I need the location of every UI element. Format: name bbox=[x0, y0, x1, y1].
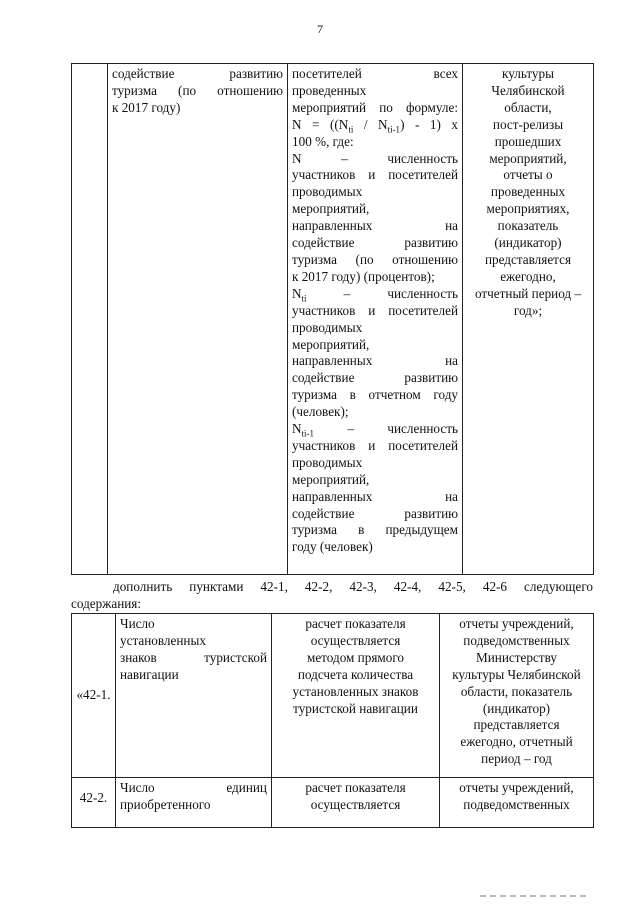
text-line: год»; bbox=[513, 302, 543, 318]
text-line: к 2017 году) bbox=[112, 99, 181, 115]
text-line: Челябинской bbox=[491, 82, 565, 98]
text-line: подведомственных bbox=[463, 796, 570, 812]
indicator-table-continued bbox=[71, 63, 594, 575]
text-line: туризма (по отношению bbox=[112, 82, 283, 98]
formula-line: туризма (по отношению bbox=[292, 251, 458, 267]
table-row bbox=[72, 614, 594, 778]
table-row bbox=[72, 778, 594, 828]
data-source bbox=[440, 778, 594, 828]
formula-line: (человек); bbox=[292, 404, 349, 420]
text-line: расчет показателя bbox=[305, 780, 406, 795]
text-line: культуры Челябинской bbox=[452, 666, 581, 682]
text-line: представляется bbox=[484, 251, 572, 267]
indicator-name bbox=[116, 614, 272, 778]
text-line: отчеты учреждений, bbox=[459, 616, 574, 631]
text-line: области, bbox=[504, 99, 552, 115]
formula-line: проведенных bbox=[292, 82, 367, 98]
text-line: представляется bbox=[473, 717, 560, 733]
formula-line: туризма в предыдущем bbox=[292, 522, 458, 538]
table1-indicator-name bbox=[108, 64, 288, 575]
row-number: 42-2. bbox=[72, 778, 116, 828]
text-line: установленных bbox=[120, 632, 206, 648]
formula-line: участников и посетителей bbox=[292, 437, 458, 453]
text-line: (индикатор) bbox=[482, 700, 551, 716]
formula-line: мероприятий, bbox=[292, 201, 370, 217]
formula-line: посетителей всех bbox=[292, 66, 458, 81]
formula-line: $N_{ti}$ – численность bbox=[292, 285, 458, 304]
text-line: отчетный период – bbox=[474, 285, 582, 301]
text-line: отчеты учреждений, bbox=[459, 780, 574, 795]
new-indicators-table bbox=[71, 613, 594, 828]
text-line: ежегодно, bbox=[500, 268, 556, 284]
text-line: культуры bbox=[502, 66, 554, 81]
text-line: установленных знаков bbox=[292, 683, 419, 699]
text-line: прошедших bbox=[494, 133, 562, 149]
amendment-paragraph bbox=[71, 579, 593, 613]
text-line: осуществляется bbox=[310, 796, 401, 812]
text-line: области, показатель bbox=[460, 683, 573, 699]
formula-line: мероприятий по формуле: bbox=[292, 99, 458, 115]
text-line: знаков туристской bbox=[120, 649, 267, 665]
text-line: подсчета количества bbox=[297, 666, 414, 682]
text-line: Число единиц bbox=[120, 780, 267, 795]
formula-line: $N = ((N_{ti} / N_{ti-1}) - 1)$ x bbox=[292, 116, 458, 135]
text-line: Число bbox=[120, 616, 155, 631]
text-line: приобретенного bbox=[120, 796, 211, 812]
formula-line: $N_{ti-1}$ – численность bbox=[292, 421, 458, 439]
text-line: показатель bbox=[497, 218, 559, 234]
formula-line: участников и посетителей bbox=[292, 302, 458, 318]
amendment-line-1: дополнить пунктами 42-1, 42-2, 42-3, 42-4, 42-5, 42-6 следующего bbox=[113, 579, 593, 594]
row-number: «42-1. bbox=[72, 614, 116, 778]
formula-line: направленных на bbox=[292, 353, 458, 369]
formula-line: 100 %, где: bbox=[292, 133, 354, 149]
text-line: подведомственных bbox=[463, 632, 570, 648]
formula-line: направленных на bbox=[292, 218, 458, 234]
text-line: туристской навигации bbox=[293, 700, 418, 716]
text-line: проведенных bbox=[490, 184, 566, 200]
data-source bbox=[440, 614, 594, 778]
formula-line: участников и посетителей bbox=[292, 167, 458, 183]
formula-line: мероприятий, bbox=[292, 471, 370, 487]
formula-line: проводимых bbox=[292, 184, 363, 200]
text-line: Министерству bbox=[476, 649, 557, 665]
formula-line: N – численность bbox=[292, 150, 458, 166]
text-line: отчеты о bbox=[503, 167, 553, 183]
text-line: ежегодно, отчетный bbox=[460, 734, 573, 750]
amendment-line-2: содержания: bbox=[71, 595, 142, 611]
formula-line: к 2017 году) (процентов); bbox=[292, 268, 435, 284]
text-line: мероприятий, bbox=[489, 150, 567, 166]
calculation-method bbox=[272, 778, 440, 828]
table1-calculation-method bbox=[288, 64, 463, 575]
formula-line: содействие развитию bbox=[292, 370, 458, 386]
text-line: осуществляется bbox=[310, 632, 401, 648]
formula-line: направленных на bbox=[292, 488, 458, 504]
table1-data-source bbox=[463, 64, 594, 575]
formula-line: туризма в отчетном году bbox=[292, 387, 458, 403]
table1-number-cell bbox=[72, 64, 108, 575]
formula-line: содействие развитию bbox=[292, 235, 458, 251]
formula-line: содействие развитию bbox=[292, 505, 458, 521]
text-line: (индикатор) bbox=[494, 235, 562, 251]
formula-line: проводимых bbox=[292, 454, 363, 470]
formula-line: году (человек) bbox=[292, 539, 373, 555]
text-line: содействие развитию bbox=[112, 66, 283, 81]
scan-artifact bbox=[480, 895, 590, 897]
formula-line: проводимых bbox=[292, 319, 363, 335]
text-line: расчет показателя bbox=[305, 616, 406, 631]
text-line: период – год bbox=[481, 751, 552, 767]
indicator-name bbox=[116, 778, 272, 828]
text-line: методом прямого bbox=[306, 649, 405, 665]
formula-line: мероприятий, bbox=[292, 336, 370, 352]
text-line: пост-релизы bbox=[492, 116, 564, 132]
text-line: навигации bbox=[120, 666, 179, 682]
text-line: мероприятиях, bbox=[486, 201, 570, 217]
calculation-method bbox=[272, 614, 440, 778]
page-number: 7 bbox=[317, 22, 323, 36]
